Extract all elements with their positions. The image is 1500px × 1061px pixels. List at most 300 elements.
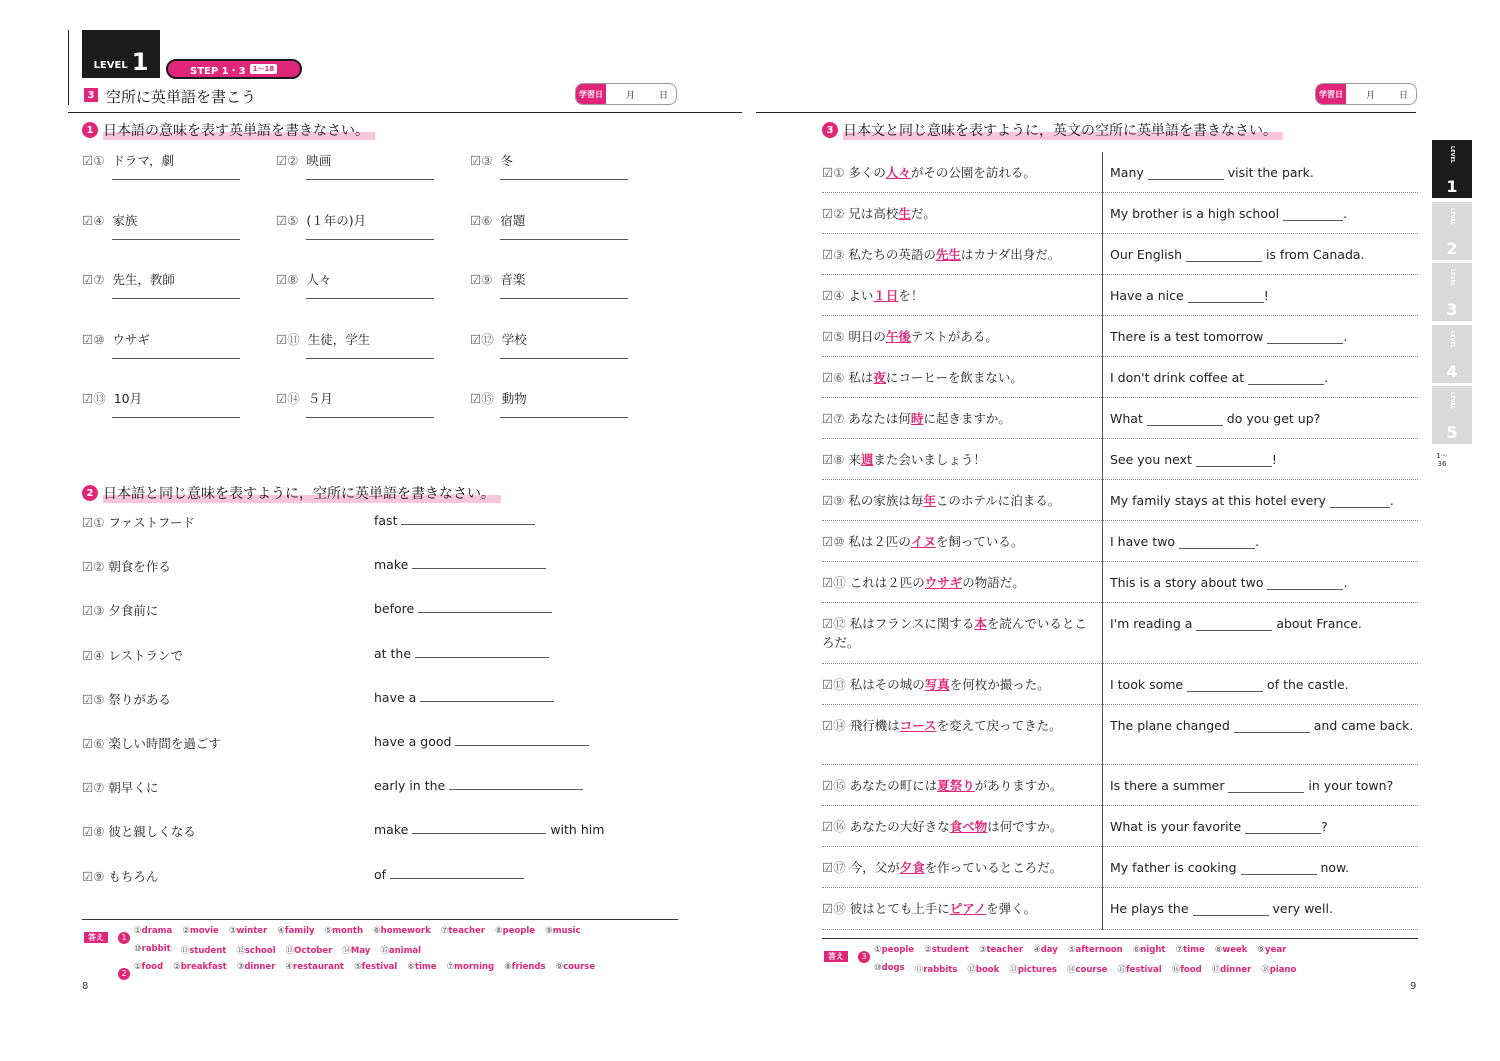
q1-item: [470, 330, 650, 348]
checkbox-icon[interactable]: ☑②: [822, 206, 849, 221]
answer-number: ⑥: [407, 962, 415, 972]
q3-jp-keyword: 本: [974, 616, 987, 631]
checkbox-icon[interactable]: ☑⑬: [822, 677, 850, 692]
q2-item-jp-text: ファストフード: [104, 515, 195, 530]
q3-item-en: [1110, 716, 1420, 735]
answer-word: ③teacher: [978, 945, 1024, 955]
q3-item-jp: [822, 899, 1094, 918]
checkbox-icon[interactable]: ☑⑮: [470, 391, 494, 406]
answer-blank[interactable]: [306, 239, 434, 240]
answer-number: ①: [874, 945, 882, 955]
q3-item-jp: [822, 491, 1094, 510]
q3-jp-pre: 彼はとても上手に: [849, 901, 950, 916]
q1-item-text: 10月: [109, 391, 143, 406]
q2-instruction: 日本語と同じ意味を表すように，空所に英単語を書きなさい。: [103, 483, 501, 503]
q3-en-post: .: [1324, 370, 1329, 385]
q3-jp-pre: 今，父が: [849, 860, 900, 875]
q1-item: [82, 151, 262, 169]
answer-word: ②breakfast: [173, 962, 227, 972]
q3-row: [822, 562, 1418, 603]
q1-item: [82, 389, 262, 407]
q3-instruction: 日本文と同じ意味を表すように，英文の空所に英単語を書きなさい。: [843, 120, 1283, 140]
checkbox-icon[interactable]: ☑⑪: [276, 331, 300, 347]
answer-q1-number: 1: [118, 925, 130, 944]
answer-blank[interactable]: [500, 239, 628, 240]
answer-number: ⑥: [1132, 945, 1141, 955]
answer-blank[interactable]: [1179, 548, 1255, 549]
q3-row: [822, 603, 1418, 664]
answer-blank[interactable]: [1283, 220, 1343, 221]
q3-item-jp: [822, 204, 1094, 223]
answer-blank[interactable]: [420, 701, 554, 702]
q3-row: [822, 398, 1418, 439]
answer-blank[interactable]: [390, 878, 524, 879]
answer-number: ⑦: [446, 962, 455, 972]
date-day: 日: [659, 90, 669, 101]
checkbox-icon[interactable]: ☑⑧: [82, 824, 105, 840]
answer-blank[interactable]: [500, 179, 628, 180]
answer-number: ⑧: [494, 926, 503, 936]
answer-blank[interactable]: [112, 239, 240, 240]
checkbox-icon[interactable]: ☑①: [82, 515, 105, 530]
q2-item-jp: [82, 778, 158, 796]
q3-item-jp: [822, 776, 1094, 795]
level-tab-2[interactable]: [1432, 202, 1472, 260]
checkbox-icon[interactable]: ☑②: [276, 153, 299, 168]
q3-jp-keyword: イヌ: [910, 534, 936, 549]
checkbox-icon[interactable]: ☑⑧: [822, 452, 849, 467]
answer-blank[interactable]: [1248, 384, 1324, 385]
q3-row: [822, 705, 1418, 765]
q3-jp-post: を！: [898, 288, 924, 303]
q2-item: [82, 690, 622, 710]
answer-tag-right: 答え: [824, 944, 848, 963]
q3-jp-keyword: 食べ物: [949, 819, 988, 834]
q3-item-jp: [822, 532, 1094, 551]
checkbox-icon[interactable]: ☑③: [822, 247, 849, 262]
checkbox-icon[interactable]: ☑⑩: [822, 534, 849, 549]
answer-number: ⑫: [236, 946, 245, 956]
answer-blank[interactable]: [112, 179, 240, 180]
q3-en-pre: Many: [1110, 165, 1148, 180]
q2-item-jp: [82, 513, 195, 531]
q3-jp-keyword: 人々: [885, 165, 911, 180]
answer-blank[interactable]: [1245, 833, 1321, 834]
q2-item: [82, 867, 622, 887]
study-date-box-left: [575, 83, 677, 105]
answer-word: ④family: [277, 926, 315, 936]
q3-jp-keyword: 午後: [885, 329, 911, 344]
answer-blank[interactable]: [1188, 302, 1264, 303]
q2-item-en-before: make: [374, 822, 409, 838]
q3-item-en: [1110, 573, 1420, 592]
checkbox-icon[interactable]: ☑⑫: [822, 616, 850, 631]
q2-item-en: [374, 734, 589, 749]
answer-word: ⑧week: [1214, 945, 1248, 955]
checkbox-icon[interactable]: ☑⑨: [470, 272, 493, 287]
checkbox-icon[interactable]: ☑④: [82, 647, 105, 663]
checkbox-icon[interactable]: ☑⑫: [470, 331, 494, 347]
q2-item-en-before: early in the: [374, 778, 446, 794]
answer-blank[interactable]: [306, 298, 434, 299]
checkbox-icon[interactable]: ☑⑨: [82, 868, 105, 884]
q3-en-pre: There is a test tomorrow: [1110, 329, 1268, 344]
answer-blank[interactable]: [1187, 691, 1263, 692]
answer-word: ⑬October: [285, 946, 333, 956]
checkbox-icon[interactable]: ☑⑦: [82, 780, 105, 796]
side-tab-pages: 1〜36: [1436, 452, 1448, 468]
q2-item-en: [374, 601, 552, 616]
q2-item-en-before: before: [374, 601, 415, 617]
level-tab-label: LEVEL: [1449, 330, 1455, 348]
answer-word: ⑫school: [236, 946, 276, 956]
q2-item-en-before: make: [374, 557, 409, 573]
answer-number: ⑤: [1067, 945, 1076, 955]
answer-number: ⑦: [1175, 945, 1184, 955]
checkbox-icon[interactable]: ☑⑰: [822, 860, 850, 875]
answer-number: ⑫: [967, 965, 976, 975]
level-tab-5[interactable]: [1432, 386, 1472, 444]
answer-word: ①people: [874, 945, 915, 955]
checkbox-icon[interactable]: ☑⑬: [82, 391, 106, 406]
q1-heading: [82, 120, 375, 140]
q3-jp-post: を飼っている。: [935, 534, 1024, 549]
q3-en-post: .: [1343, 329, 1348, 344]
answer-word: ⑯food: [1171, 965, 1202, 975]
answer-blank[interactable]: [112, 298, 240, 299]
answer-word: ③winter: [228, 926, 268, 936]
level-tab-label: LEVEL: [1449, 146, 1455, 164]
q3-jp-keyword: 夕食: [899, 860, 925, 875]
q3-en-post: !: [1263, 288, 1269, 303]
answers-q3-row2: [874, 963, 1296, 975]
q2-item: [82, 646, 622, 666]
q3-jp-post: を何枚か撮った。: [949, 677, 1050, 692]
header-rule-left: [68, 112, 742, 113]
q3-item-jp: [822, 327, 1094, 346]
q3-row: [822, 316, 1418, 357]
answer-blank[interactable]: [306, 417, 434, 418]
q3-row: [822, 664, 1418, 705]
answer-blank[interactable]: [1186, 261, 1262, 262]
answer-number: ⑩: [874, 963, 882, 973]
q2-item-en-before: at the: [374, 645, 412, 661]
level-tab-label: LEVEL: [1449, 392, 1455, 410]
q3-item-en: [1110, 286, 1420, 305]
q3-en-pre: I took some: [1110, 677, 1188, 692]
checkbox-icon[interactable]: ☑⑥: [822, 370, 849, 385]
answer-word: ⑰dinner: [1211, 965, 1252, 975]
q3-en-pre: I have two: [1110, 534, 1180, 549]
q3-jp-post: に起きますか。: [923, 411, 1011, 426]
answer-number: ②: [924, 945, 932, 955]
level-tab-1[interactable]: [1432, 140, 1472, 198]
q3-en-post: .: [1389, 493, 1394, 508]
q3-jp-keyword: 写真: [924, 677, 950, 692]
q3-item-jp: [822, 409, 1094, 428]
answer-number: ⑰: [1211, 965, 1221, 975]
q2-item-en: [374, 822, 604, 837]
q3-item-en: [1110, 614, 1420, 633]
q3-jp-pre: 多くの: [848, 165, 886, 180]
level-badge: [82, 30, 160, 78]
q1-item-text: (１年の)月: [302, 212, 367, 228]
level-tab-number: 3: [1446, 300, 1458, 319]
q2-item-en: [374, 690, 554, 705]
q3-en-post: now.: [1316, 860, 1350, 875]
q3-jp-pre: 私の家族は毎: [848, 493, 924, 508]
q2-item: [82, 778, 622, 798]
checkbox-icon[interactable]: ☑④: [822, 288, 849, 303]
answer-blank[interactable]: [449, 789, 583, 790]
checkbox-icon[interactable]: ☑⑮: [822, 778, 850, 793]
q3-jp-pre: 私は: [848, 370, 874, 385]
q1-item: [82, 211, 262, 229]
answer-word: ⑨music: [545, 926, 581, 936]
q3-en-post: and came back.: [1309, 718, 1414, 733]
q2-item-en: [374, 867, 524, 882]
q1-item: [82, 330, 262, 348]
q2-item-en-before: have a good: [374, 734, 452, 749]
q1-instruction: 日本語の意味を表す英単語を書きなさい。: [103, 120, 375, 140]
answer-blank[interactable]: [306, 358, 434, 359]
q3-jp-keyword: １日: [873, 288, 899, 303]
answer-word: ⑥time: [407, 962, 437, 972]
q1-item-text: ウサギ: [108, 331, 150, 347]
answer-blank[interactable]: [418, 612, 552, 613]
q3-item-jp: [822, 245, 1094, 264]
answer-blank[interactable]: [1228, 792, 1304, 793]
q3-jp-keyword: 週: [860, 452, 874, 467]
q3-en-post: of the castle.: [1263, 677, 1349, 692]
checkbox-icon[interactable]: ☑⑦: [822, 411, 849, 426]
answer-blank[interactable]: [1196, 630, 1272, 631]
checkbox-icon[interactable]: ☑②: [82, 559, 105, 575]
q3-jp-pre: 飛行機は: [849, 718, 900, 733]
answer-blank[interactable]: [1148, 179, 1224, 180]
checkbox-icon[interactable]: ☑⑪: [822, 575, 850, 590]
checkbox-icon[interactable]: ☑④: [82, 212, 105, 228]
level-tab-number: 5: [1446, 423, 1458, 442]
checkbox-icon[interactable]: ☑⑧: [276, 272, 299, 287]
answer-blank[interactable]: [1234, 732, 1310, 733]
q3-jp-pre: あなたは何: [848, 411, 911, 426]
q3-jp-post: は何ですか。: [987, 819, 1063, 834]
level-tab-label: LEVEL: [1449, 207, 1455, 225]
q3-number: 3: [822, 122, 838, 138]
answer-word: ⑪student: [180, 946, 227, 956]
answers-q1-row1: [134, 926, 581, 936]
answer-blank[interactable]: [500, 417, 628, 418]
q2-item: [82, 734, 622, 754]
answer-blank[interactable]: [500, 358, 628, 359]
answer-blank[interactable]: [1267, 589, 1343, 590]
checkbox-icon[interactable]: ☑⑩: [82, 331, 105, 347]
answer-word: ⑪rabbits: [914, 965, 958, 975]
q3-item-en: [1110, 532, 1420, 551]
answer-word: ⑬pictures: [1009, 965, 1057, 975]
q3-jp-pre: 兄は高校: [848, 206, 899, 221]
checkbox-icon[interactable]: ☑③: [470, 153, 493, 168]
q3-en-post: about France.: [1272, 616, 1362, 631]
q3-row: [822, 888, 1418, 930]
answer-blank[interactable]: [1147, 425, 1223, 426]
q3-jp-pre: あなたの大好きな: [849, 819, 950, 834]
checkbox-icon[interactable]: ☑⑤: [82, 691, 105, 707]
q3-jp-keyword: 夜: [873, 370, 886, 385]
answer-blank[interactable]: [306, 179, 434, 180]
answer-blank[interactable]: [401, 524, 535, 525]
answer-number: ⑭: [1066, 965, 1076, 975]
q2-item-jp-text: 朝早くに: [104, 780, 159, 796]
answer-word: ②movie: [182, 926, 219, 936]
answer-number: ②: [182, 926, 190, 936]
answer-blank[interactable]: [1330, 507, 1390, 508]
answer-word: ⑧friends: [504, 962, 546, 972]
answer-number: ①: [134, 926, 142, 936]
checkbox-icon[interactable]: ☑⑭: [822, 718, 850, 733]
q3-jp-post: がその公園を訪れる。: [910, 165, 1036, 180]
answer-word: ⑭May: [342, 946, 371, 956]
q3-item-en: [1110, 675, 1420, 694]
q3-item-en: [1110, 245, 1420, 264]
checkbox-icon[interactable]: ☑⑯: [822, 819, 850, 834]
checkbox-icon[interactable]: ☑⑤: [822, 329, 849, 344]
date-month: 月: [626, 90, 636, 101]
q1-number: 1: [82, 122, 98, 138]
q3-en-pre: What: [1110, 411, 1147, 426]
checkbox-icon[interactable]: ☑③: [82, 603, 105, 619]
q3-item-en: [1110, 817, 1420, 836]
answer-q3-number: 3: [858, 944, 870, 963]
answer-word: ①food: [134, 962, 164, 972]
answer-blank[interactable]: [112, 417, 240, 418]
q2-item-jp: [82, 646, 183, 664]
checkbox-icon[interactable]: ☑⑭: [276, 391, 300, 406]
q2-item-jp-text: 朝食を作る: [104, 559, 171, 575]
answer-word: ⑫book: [967, 965, 1000, 975]
q3-jp-keyword: 年: [923, 493, 936, 508]
q2-item-en: [374, 646, 549, 661]
answer-blank[interactable]: [1241, 874, 1317, 875]
q3-row: [822, 521, 1418, 562]
header-rule-right: [756, 112, 1416, 113]
answer-blank[interactable]: [1196, 466, 1272, 467]
q3-jp-pre: 明日の: [848, 329, 886, 344]
answer-word: ⑦morning: [446, 962, 495, 972]
answer-blank[interactable]: [415, 657, 549, 658]
checkbox-icon[interactable]: ☑⑱: [822, 901, 850, 916]
q3-en-post: ?: [1321, 819, 1328, 834]
q1-item: [470, 211, 650, 229]
q3-jp-post: がありますか。: [974, 778, 1063, 793]
q3-en-pre: Our English: [1110, 247, 1186, 262]
q3-jp-post: を弾く。: [986, 901, 1036, 916]
q3-jp-post: を作っているところだ。: [924, 860, 1063, 875]
q1-item-text: ドラマ，劇: [108, 153, 175, 168]
q3-item-jp: [822, 614, 1094, 652]
level-label: LEVEL: [93, 60, 128, 71]
q1-item-text: 家族: [108, 212, 138, 228]
q3-item-en: [1110, 776, 1420, 795]
q1-item-text: 宿題: [496, 212, 526, 228]
answer-number: ⑤: [353, 962, 362, 972]
answer-number: ⑨: [1257, 945, 1266, 955]
q3-item-en: [1110, 899, 1420, 918]
q3-jp-pre: 私たちの英語の: [848, 247, 936, 262]
answer-blank[interactable]: [112, 358, 240, 359]
page-number-right: 9: [1410, 981, 1417, 992]
answer-word: ⑤festival: [353, 962, 398, 972]
q3-item-jp: [822, 286, 1094, 305]
answer-word: ④day: [1033, 945, 1058, 955]
q3-jp-post: テストがある。: [910, 329, 998, 344]
q3-en-post: .: [1255, 534, 1260, 549]
date-tag: 学習日: [576, 84, 606, 104]
answer-blank[interactable]: [455, 745, 589, 746]
answer-number: ⑩: [134, 944, 142, 954]
answer-word: ⑩rabbit: [134, 944, 171, 954]
answer-number: ⑮: [1117, 965, 1126, 975]
level-tab-number: 1: [1446, 177, 1458, 196]
q3-jp-keyword: ピアノ: [949, 901, 987, 916]
q3-en-pre: I'm reading a: [1110, 616, 1197, 631]
level-tab-number: 2: [1446, 238, 1458, 258]
level-tab-4[interactable]: [1432, 325, 1472, 383]
page-number-left: 8: [82, 981, 89, 992]
q3-item-jp: [822, 368, 1094, 387]
checkbox-icon[interactable]: ☑⑦: [82, 272, 105, 287]
q3-item-jp: [822, 163, 1094, 182]
q1-item-text: 学校: [497, 331, 527, 347]
checkbox-icon[interactable]: ☑⑨: [822, 493, 849, 508]
checkbox-icon[interactable]: ☑①: [822, 165, 849, 180]
answer-blank[interactable]: [1193, 915, 1269, 916]
answer-blank[interactable]: [412, 568, 546, 569]
answer-word: ⑨course: [555, 962, 596, 972]
q2-item-jp-text: もちろん: [104, 868, 159, 884]
q1-item: [276, 151, 456, 169]
answer-number: ⑬: [1009, 965, 1018, 975]
q3-en-pre: This is a story about two: [1110, 575, 1268, 590]
checkbox-icon[interactable]: ☑①: [82, 153, 105, 168]
q2-item-jp: [82, 601, 158, 619]
level-tab-3[interactable]: [1432, 263, 1472, 321]
q3-jp-pre: 来: [848, 452, 861, 467]
q3-item-en: [1110, 450, 1420, 469]
answer-number: ⑪: [180, 946, 190, 956]
q2-item-jp: [82, 557, 171, 575]
q3-item-jp: [822, 858, 1094, 877]
q3-row: [822, 480, 1418, 521]
answer-number: ⑥: [373, 926, 381, 936]
checkbox-icon[interactable]: ☑⑥: [470, 212, 493, 228]
q3-item-en: [1110, 163, 1420, 182]
answer-blank[interactable]: [1267, 343, 1343, 344]
checkbox-icon[interactable]: ☑⑥: [82, 736, 105, 751]
answer-number: ③: [228, 926, 237, 936]
q3-jp-keyword: ウサギ: [924, 575, 963, 590]
answer-blank[interactable]: [500, 298, 628, 299]
answer-blank[interactable]: [412, 833, 546, 834]
q2-item-jp-text: レストランで: [104, 647, 184, 663]
q1-item: [276, 330, 456, 348]
checkbox-icon[interactable]: ☑⑤: [276, 212, 299, 228]
q3-en-post: very well.: [1268, 901, 1333, 916]
q3-item-en: [1110, 858, 1420, 877]
date-tag: 学習日: [1316, 84, 1346, 104]
date-month: 月: [1366, 90, 1376, 101]
